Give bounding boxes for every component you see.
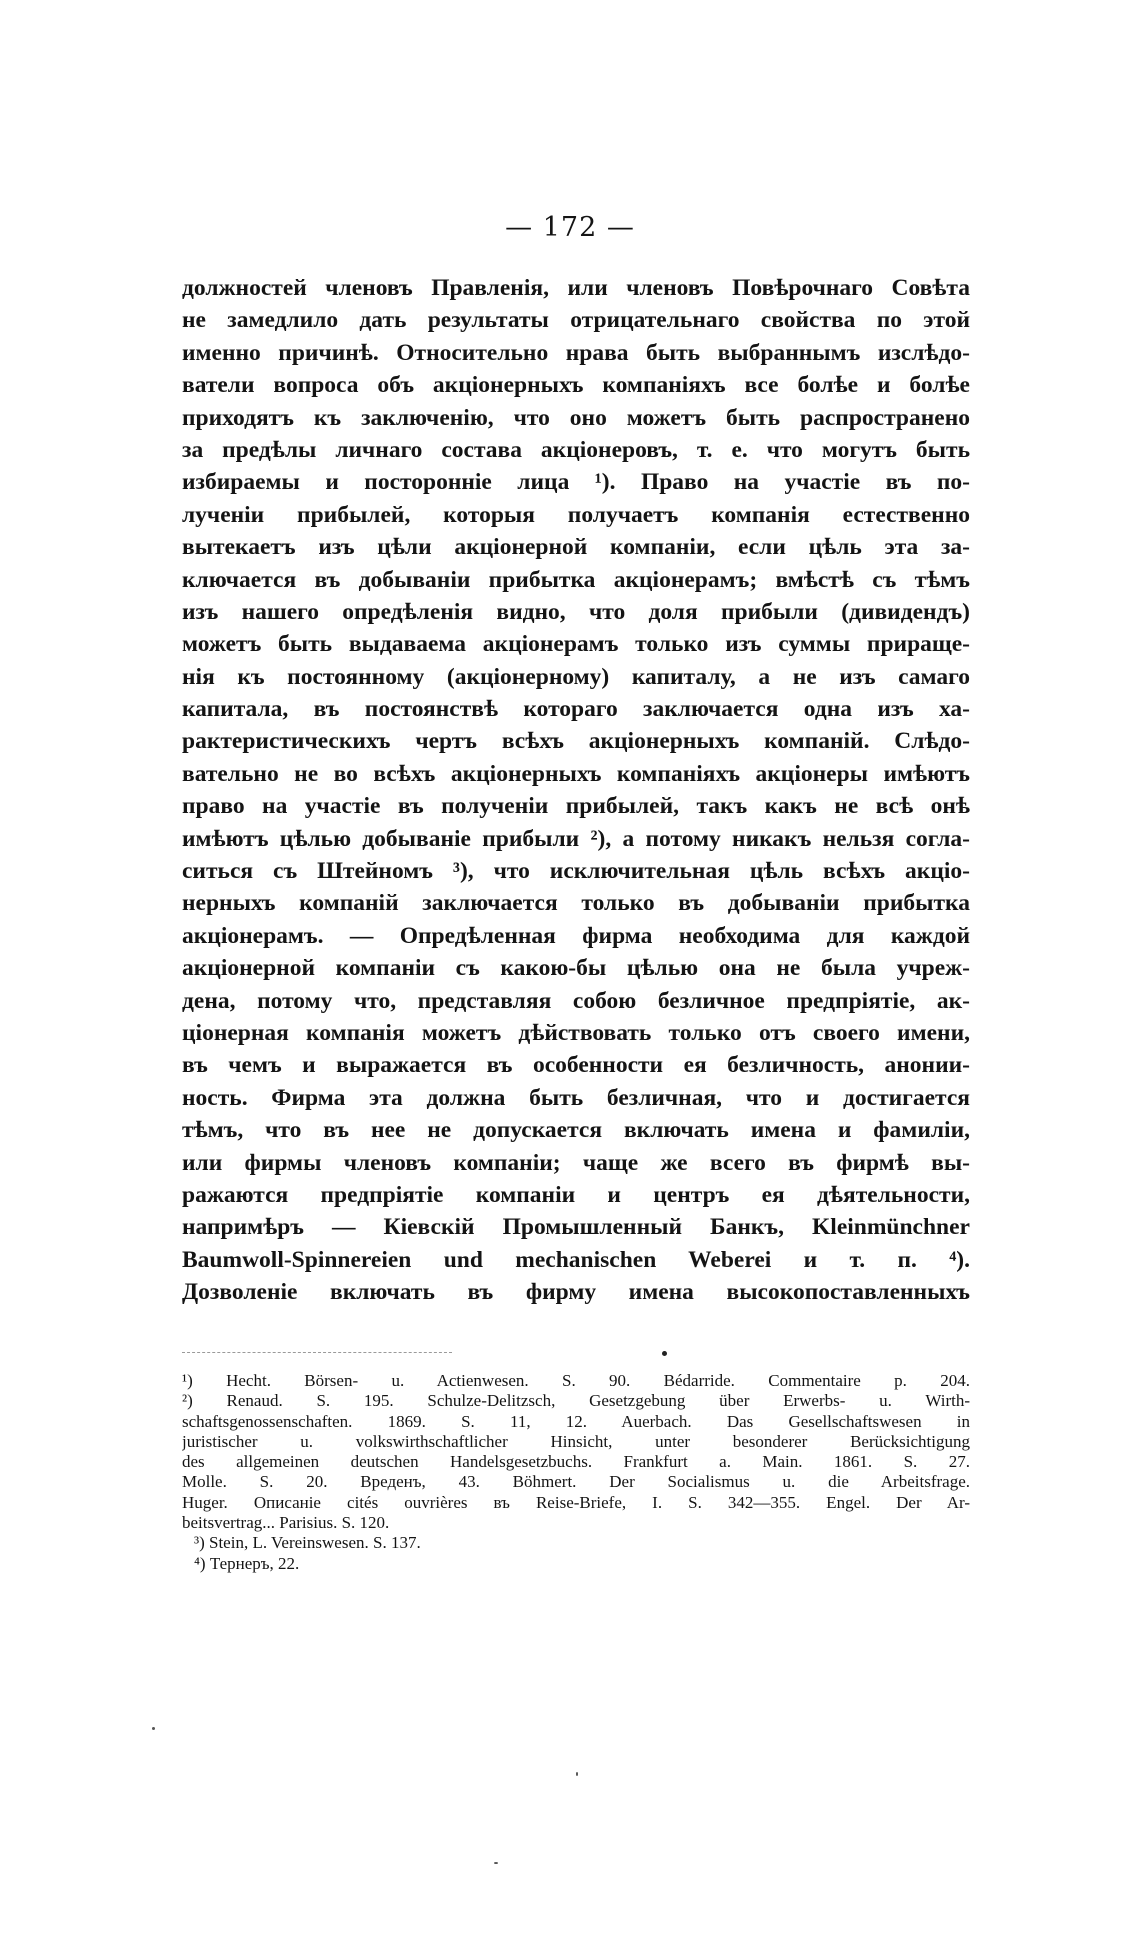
body-line: Дозволеніе включать въ фирму имена высокопоставленныхъ: [182, 1279, 970, 1306]
body-line: можетъ быть выдаваема акціонерамъ только изъ суммы прираще-: [182, 631, 970, 658]
scan-speck: [576, 1772, 578, 1776]
scan-speck: [494, 1862, 498, 1864]
footnote-line: beitsvertrag... Parisius. S. 120.: [182, 1513, 390, 1533]
body-line: ключается въ добываніи прибытка акціонерамъ; вмѣстѣ съ тѣмъ: [182, 566, 970, 593]
body-line: право на участіе въ полученіи прибылей, такъ какъ не всѣ онѣ: [182, 793, 970, 820]
footnotes: [182, 1371, 970, 1574]
scan-speck: [152, 1727, 155, 1730]
body-text: [182, 272, 970, 1309]
body-line: ность. Фирма эта должна быть безличная, что и достигается: [182, 1084, 970, 1111]
footnote-line: juristischer u. volkswirthschaftlicher Hinsicht, unter besonderer Berücksichtigung: [182, 1431, 970, 1451]
body-line: вытекаетъ изъ цѣли акціонерной компаніи, если цѣль эта за-: [182, 534, 970, 561]
footnote-line: ²) Renaud. S. 195. Schulze-Delitzsch, Gesetzgebung über Erwerbs- u. Wirth-: [182, 1391, 970, 1411]
body-line: или фирмы членовъ компаніи; чаще же всего въ фирмѣ вы-: [182, 1149, 970, 1176]
body-line: именно причинѣ. Относительно нрава быть выбраннымъ изслѣдо-: [182, 339, 970, 366]
body-line: нія къ постоянному (акціонерному) капиталу, а не изъ самаго: [182, 663, 970, 690]
body-line: приходятъ къ заключенію, что оно можетъ быть распространено: [182, 404, 970, 431]
body-line: ціонерная компанія можетъ дѣйствовать только отъ своего имени,: [182, 1019, 970, 1046]
footnote-line: ³) Stein, L. Vereinswesen. S. 137.: [194, 1533, 421, 1553]
body-line: тѣмъ, что въ нее не допускается включать имена и фамиліи,: [182, 1117, 970, 1144]
body-line: не замедлило дать результаты отрицательнаго свойства по этой: [182, 307, 970, 334]
footnote-line: Huger. Описаніе cités ouvrières въ Reise-Briefe, I. S. 342—355. Engel. Der Ar-: [182, 1492, 970, 1512]
body-line: акціонерной компаніи съ какою-бы цѣлью она не была учреж-: [182, 955, 970, 982]
footnote-line: ⁴) Тернеръ, 22.: [194, 1553, 300, 1573]
body-line: нерныхъ компаній заключается только въ добываніи прибытка: [182, 890, 970, 917]
body-line: дена, потому что, представляя собою безличное предпріятіе, ак-: [182, 987, 970, 1014]
body-line: Baumwoll-Spinnereien und mechanischen Weberei и т. п. ⁴).: [182, 1246, 970, 1273]
body-line: акціонерамъ. — Опредѣленная фирма необходима для каждой: [182, 922, 970, 949]
body-line: ражаются предпріятіе компаніи и центръ ея дѣятельности,: [182, 1181, 970, 1208]
body-line: лученіи прибылей, которыя получаетъ компанія естественно: [182, 501, 970, 528]
separator-mark: [662, 1351, 667, 1356]
body-line: изъ нашего опредѣленія видно, что доля прибыли (дивидендъ): [182, 598, 970, 625]
body-line: въ чемъ и выражается въ особенности ея безличность, анонии-: [182, 1052, 970, 1079]
footnote-separator: [182, 1352, 452, 1353]
body-line: ватели вопроса объ акціонерныхъ компаніяхъ все болѣе и болѣе: [182, 372, 970, 399]
footnote-line: Molle. S. 20. Вреденъ, 43. Böhmert. Der Socialismus u. die Arbeitsfrage.: [182, 1472, 970, 1492]
body-line: должностей членовъ Правленія, или членовъ Повѣрочнаго Совѣта: [182, 275, 970, 301]
body-line: избираемы и посторонніе лица ¹). Право на участіе въ по-: [182, 469, 970, 496]
body-line: имѣютъ цѣлью добываніе прибыли ²), а потому никакъ нельзя согла-: [182, 825, 970, 852]
body-line: ситься съ Штейномъ ³), что исключительная цѣль всѣхъ акціо-: [182, 858, 970, 885]
body-line: капитала, въ постоянствѣ котораго заключается одна изъ ха-: [182, 696, 970, 723]
footnote-line: des allgemeinen deutschen Handelsgesetzbuchs. Frankfurt a. Main. 1861. S. 27.: [182, 1452, 970, 1472]
body-line: вательно не во всѣхъ акціонерныхъ компаніяхъ акціонеры имѣютъ: [182, 760, 970, 787]
page-number: — 172 —: [505, 212, 635, 243]
body-line: рактеристическихъ чертъ всѣхъ акціонерныхъ компаній. Слѣдо-: [182, 728, 970, 755]
body-line: за предѣлы личнаго состава акціонеровъ, т. е. что могутъ быть: [182, 436, 970, 463]
footnote-line: ¹) Hecht. Börsen- u. Actienwesen. S. 90. Bédarride. Commentaire p. 204.: [182, 1371, 970, 1390]
body-line: напримѣръ — Кіевскій Промышленный Банкъ, Kleinmünchner: [182, 1214, 970, 1241]
footnote-line: schaftsgenossenschaften. 1869. S. 11, 12. Auerbach. Das Gesellschaftswesen in: [182, 1411, 970, 1431]
